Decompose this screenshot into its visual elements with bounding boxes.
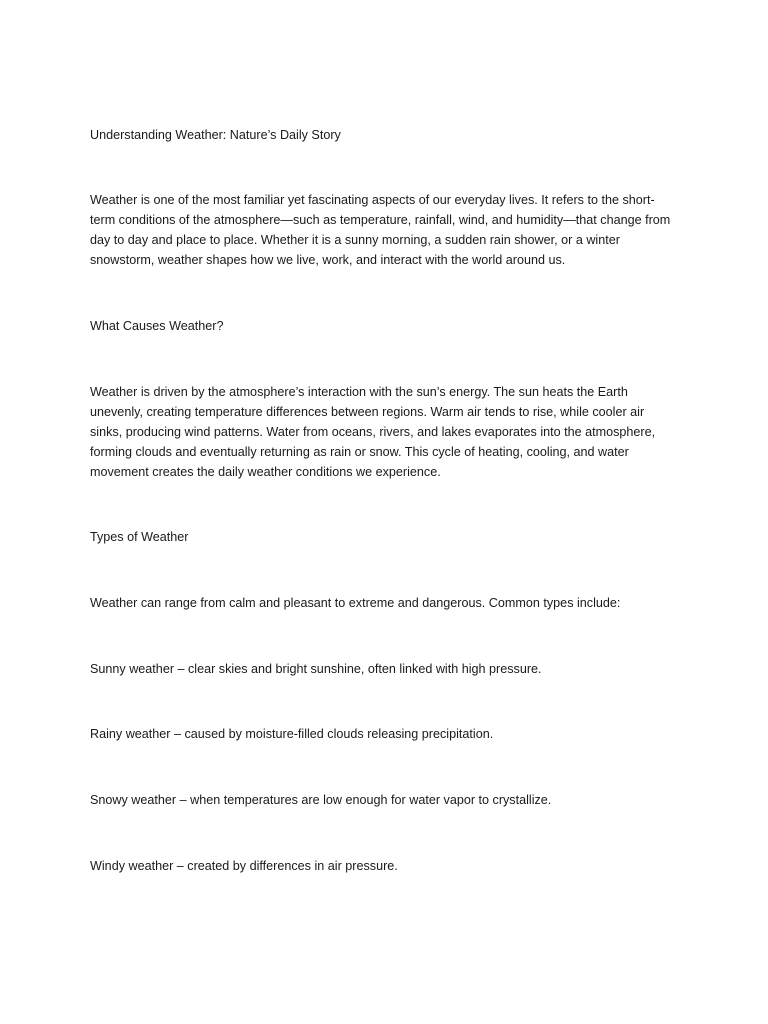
list-item-sunny: Sunny weather – clear skies and bright sunshine, often linked with high pressure. [90, 662, 542, 676]
section-heading-types: Types of Weather [90, 530, 189, 544]
list-item-windy: Windy weather – created by differences in air pressure. [90, 859, 398, 873]
document-title: Understanding Weather: Nature’s Daily Story [90, 128, 341, 142]
section-heading-causes: What Causes Weather? [90, 319, 224, 333]
section-body-causes: Weather is driven by the atmosphere’s interaction with the sun’s energy. The sun heats the Earth unevenly, creating temperature differences between regions. Warm air tends to rise, while cooler air sinks, producing wind patterns. Water from oceans, rivers, and lakes evaporates into the atmosphere, forming clouds and eventually returning as rain or snow. This cycle of heating, cooling, and water movement creates the daily weather conditions we experience. [90, 385, 656, 479]
list-item-rainy: Rainy weather – caused by moisture-filled clouds releasing precipitation. [90, 727, 494, 741]
list-item-snowy: Snowy weather – when temperatures are low enough for water vapor to crystallize. [90, 793, 552, 807]
intro-paragraph: Weather is one of the most familiar yet fascinating aspects of our everyday lives. It refers to the short-term conditions of the atmosphere—such as temperature, rainfall, wind, and humidity—that change from day to day and place to place. Whether it is a sunny morning, a sudden rain shower, or a winter snowstorm, weather shapes how we live, work, and interact with the world around us. [90, 193, 671, 267]
section-body-types: Weather can range from calm and pleasant to extreme and dangerous. Common types include: [90, 596, 621, 610]
